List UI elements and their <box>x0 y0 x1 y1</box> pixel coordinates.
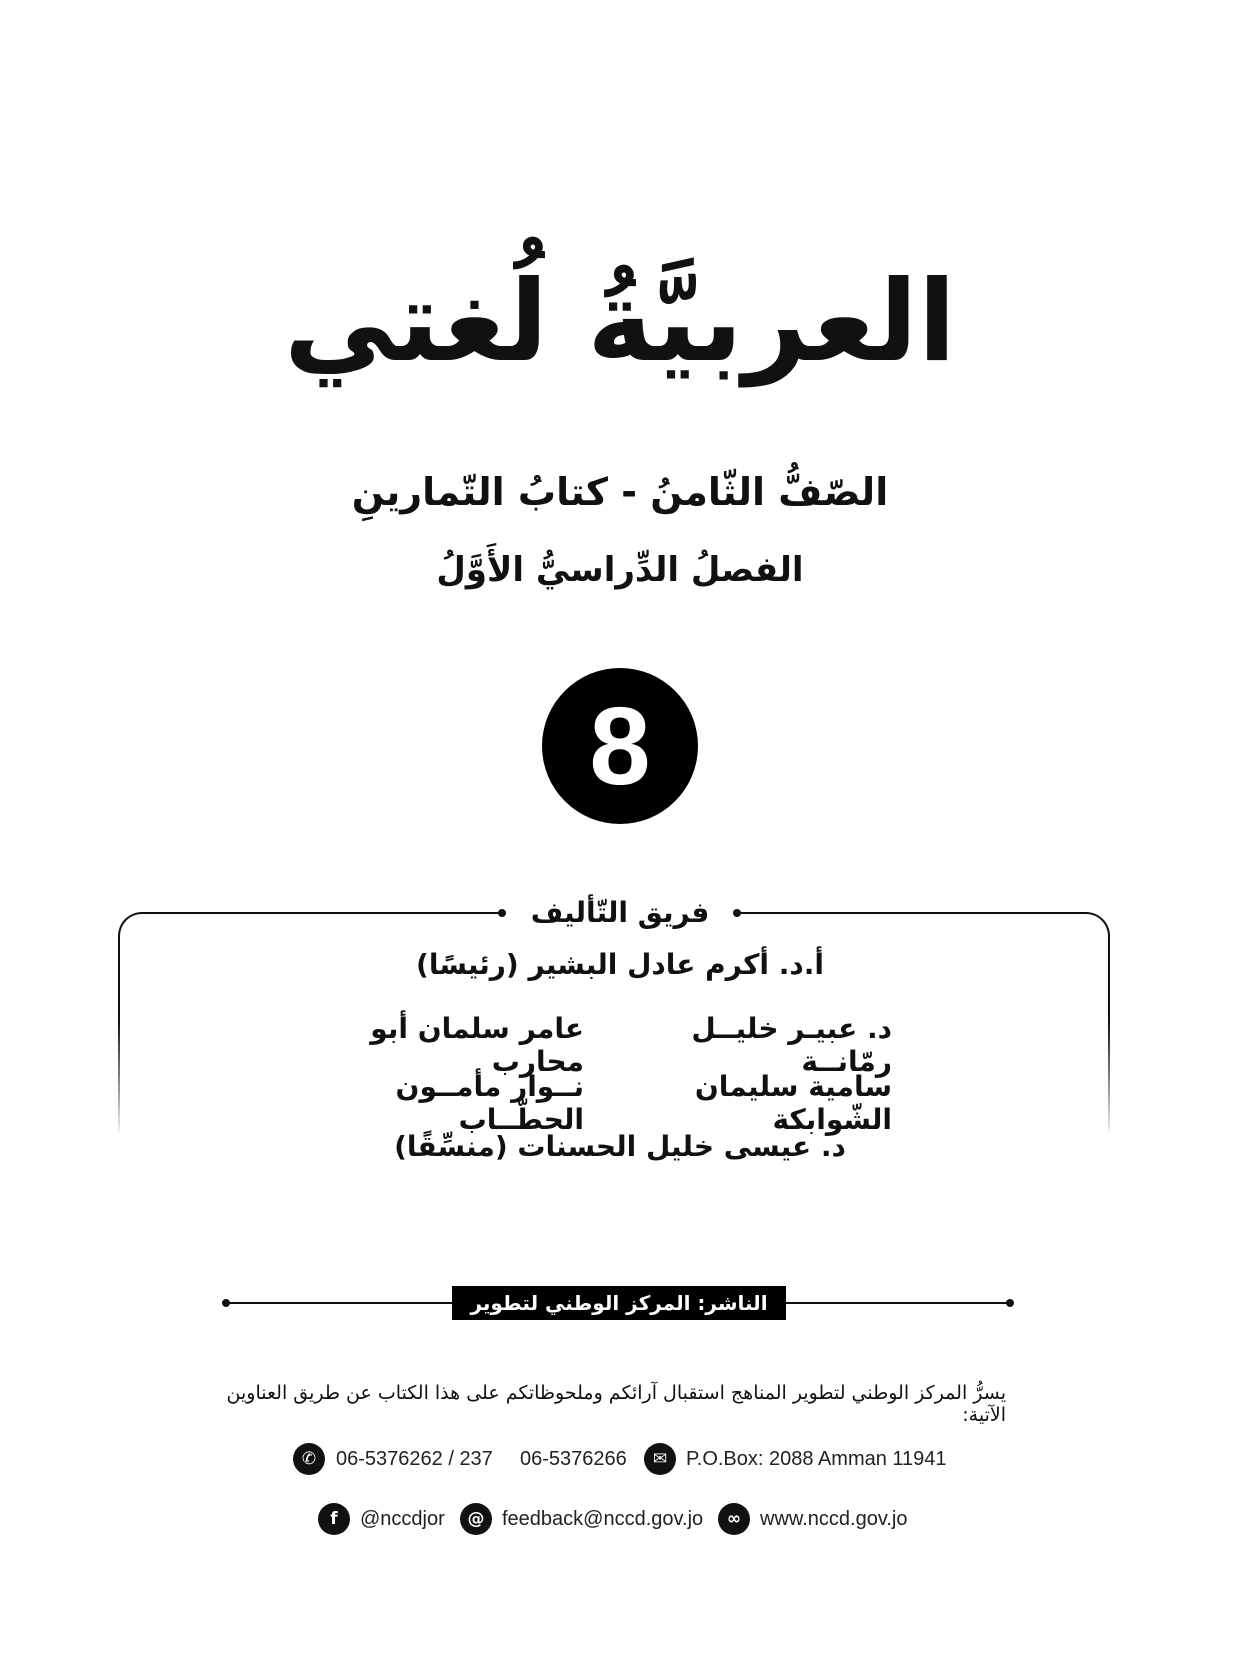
team-member: د. عبيـر خليــل رمّانــة <box>691 1012 892 1078</box>
grade-badge <box>542 668 698 824</box>
phone-number: 06-5376262 / 237 <box>336 1448 493 1470</box>
team-member: سامية سليمان الشّوابكة <box>694 1070 892 1136</box>
team-label: فريق التّأليف <box>500 893 740 933</box>
book-subtitle: الصّفُّ الثّامنُ - كتابُ التّمارينِ <box>351 470 889 514</box>
frame-fade <box>116 1020 122 1140</box>
divider-dot <box>733 909 741 917</box>
email-address[interactable]: feedback@nccd.gov.jo <box>502 1508 704 1530</box>
po-box: P.O.Box: 2088 Amman 11941 <box>686 1448 947 1470</box>
feedback-note: يسرُّ المركز الوطني لتطوير المناهج استقبال آرائكم وملحوظاتكم على هذا الكتاب عن طريق العناوين الآتية: <box>226 1382 1006 1426</box>
facebook-icon: f <box>318 1503 350 1535</box>
grade-number: 8 <box>589 684 651 808</box>
link-icon: ∞ <box>718 1503 750 1535</box>
fax-number: 06-5376266 <box>520 1448 627 1470</box>
divider-dot <box>1006 1299 1014 1307</box>
website-link[interactable]: www.nccd.gov.jo <box>760 1508 908 1530</box>
facebook-handle[interactable]: @nccdjor <box>360 1508 445 1530</box>
team-member: عامر سلمان أبو محارب <box>370 1012 584 1078</box>
semester-label: الفصلُ الدِّراسيُّ الأَوَّلُ <box>436 550 804 590</box>
divider-dot <box>498 909 506 917</box>
team-head: أ.د. أكرم عادل البشير (رئيسًا) <box>416 948 824 981</box>
team-coordinator: د. عيسى خليل الحسنات (منسِّقًا) <box>394 1130 846 1163</box>
team-member: نــوار مأمــون الحطّــاب <box>395 1070 584 1136</box>
divider-dot <box>222 1299 230 1307</box>
mail-icon: ✉ <box>644 1443 676 1475</box>
at-icon: @ <box>460 1503 492 1535</box>
book-title: العربيَّةُ لُغتي <box>283 257 957 387</box>
frame-fade <box>1108 1020 1114 1140</box>
phone-icon: ✆ <box>293 1443 325 1475</box>
publisher-label: الناشر: المركز الوطني لتطوير المناهج <box>452 1286 786 1320</box>
